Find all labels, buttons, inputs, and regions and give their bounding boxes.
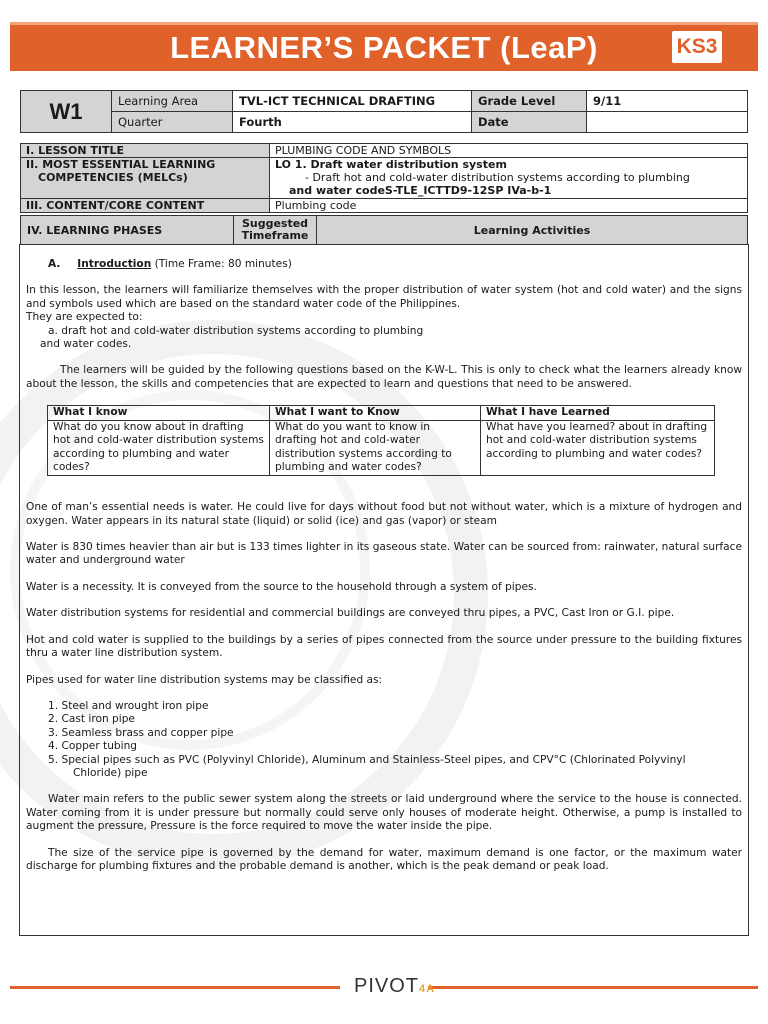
melc-value [270,158,748,199]
paragraph-necessity: Water is a necessity. It is conveyed from the source to the household through a system of pipes. [26,580,537,593]
list-item-cont: Chloride) pipe [73,766,148,779]
paragraph-intro: In this lesson, the learners will familiarize themselves with the proper distribution of water system (hot and cold water) and the signs and symbols used which are based on the standard water code of the Philippines. [26,284,742,310]
content-value: Plumbing code [270,199,748,213]
suggested-timeframe-label: Suggested Timeframe [234,216,317,245]
objective-a: a. draft hot and cold-water distribution systems according to plumbing [48,324,424,337]
list-item: 2. Cast iron pipe [48,713,135,726]
intro-time: (Time Frame: 80 minutes) [151,258,292,270]
paragraph-pipes: Water distribution systems for residential and commercial buildings are conveyed thru pipes, a PVC, Cast Iron or G.I. pipe. [26,607,675,620]
melc-label-line-2: COMPETENCIES (MELCs) [38,171,188,184]
melc-label-line-1: II. MOST ESSENTIAL LEARNING [26,158,216,171]
lesson-body [26,258,742,873]
paragraph-water-need: One of man’s essential needs is water. He could live for days without food but not without water, which is a mixture of hydrogen and oxygen. Water appears in its natural state (liquid) or solid (ice) and gas (vapor) or steam [26,501,742,527]
lesson-title-value: PLUMBING CODE AND SYMBOLS [270,144,748,158]
header-table [20,90,748,133]
quarter-value: Fourth [233,112,472,133]
ks3-badge-label: KS3 [676,35,718,58]
kwl-header-want: What I want to Know [270,406,481,421]
objective-a-cont: and water codes. [40,338,132,351]
intro-heading [26,258,742,271]
lesson-meta-table [20,143,748,213]
learning-area-value: TVL-ICT TECHNICAL DRAFTING [233,91,472,112]
intro-letter: A. [48,258,61,270]
list-item: 3. Seamless brass and copper pipe [48,726,234,739]
learning-phases-header [20,215,748,245]
date-label: Date [472,112,587,133]
content-label: III. CONTENT/CORE CONTENT [21,199,270,213]
learning-area-label: Learning Area [112,91,233,112]
kwl-cell-know: What do you know about in drafting hot and cold-water distribution systems according to plumbing and water codes? [48,421,270,476]
paragraph-supply: Hot and cold water is supplied to the buildings by a series of pipes connected from the source under pressure to the building fixtures thru a water line distribution system. [26,633,742,660]
melc-line-2: - Draft hot and cold-water distribution systems according to plumbing [305,171,690,184]
kwl-header-learned: What I have Learned [481,406,715,421]
melc-lo: LO 1. Draft water distribution system [275,158,507,171]
pivot-logo [354,975,435,998]
paragraph-water-main: Water main refers to the public sewer system along the streets or laid underground where the service to the house is connected. Water coming from it is under pressure but normally could serve only houses of moderate height. Otherwise, a pump is installed to augment the pressure, Pressure is the force required to move the water inside the pipe. [26,793,742,833]
list-item: 4. Copper tubing [48,740,138,753]
leap-banner [10,22,758,71]
pivot-logo-4a: 4A [419,983,436,995]
kwl-table [47,405,715,476]
pivot-logo-text: PIVOT [354,975,420,997]
ks3-badge [672,31,722,63]
banner-title: LEARNER’S PACKET (LeaP) [170,30,598,65]
melc-line-3: and water codeS-TLE_ICTTD9-12SP IVa-b-1 [289,184,552,197]
melc-label [21,158,270,199]
quarter-label: Quarter [112,112,233,133]
learning-phases-label: IV. LEARNING PHASES [21,216,234,245]
kwl-cell-want: What do you want to know in drafting hot and cold-water distribution systems according to plumbing and water codes? [270,421,481,476]
lesson-title-label: I. LESSON TITLE [21,144,270,158]
paragraph-kwl: The learners will be guided by the following questions based on the K-W-L. This is only to check what the learners already know about the lesson, the skills and competencies that are expected to learn and questions that need to be answered. [26,364,742,390]
paragraph-water-weight: Water is 830 times heavier than air but is 133 times lighter in its gaseous state. Water can be sourced from: rainwater, natural surface water and underground water [26,541,742,567]
paragraph-classification: Pipes used for water line distribution systems may be classified as: [26,673,383,686]
kwl-cell-learned: What have you learned? about in drafting hot and cold-water distribution systems according to plumbing and water codes? [481,421,715,476]
paragraph-expected: They are expected to: [26,311,143,324]
intro-title: Introduction [77,258,152,270]
footer-rule-right [428,986,758,989]
grade-level-value: 9/11 [587,91,748,112]
date-field[interactable] [587,112,748,133]
grade-level-label: Grade Level [472,91,587,112]
paragraph-service-pipe: The size of the service pipe is governed by the demand for water, maximum demand is one factor, or the maximum water discharge for plumbing fixtures and the probable demand is another, which is the peak demand or peak load. [26,846,742,872]
learning-activities-label: Learning Activities [317,216,748,245]
list-item: 5. Special pipes such as PVC (Polyvinyl Chloride), Aluminum and Stainless-Steel pipes, and CPV°C (Chlorinated Polyvinyl [48,753,686,766]
week-label: W1 [21,91,112,133]
footer-rule-left [10,986,340,989]
kwl-header-know: What I know [48,406,270,421]
list-item: 1. Steel and wrought iron pipe [48,699,209,712]
